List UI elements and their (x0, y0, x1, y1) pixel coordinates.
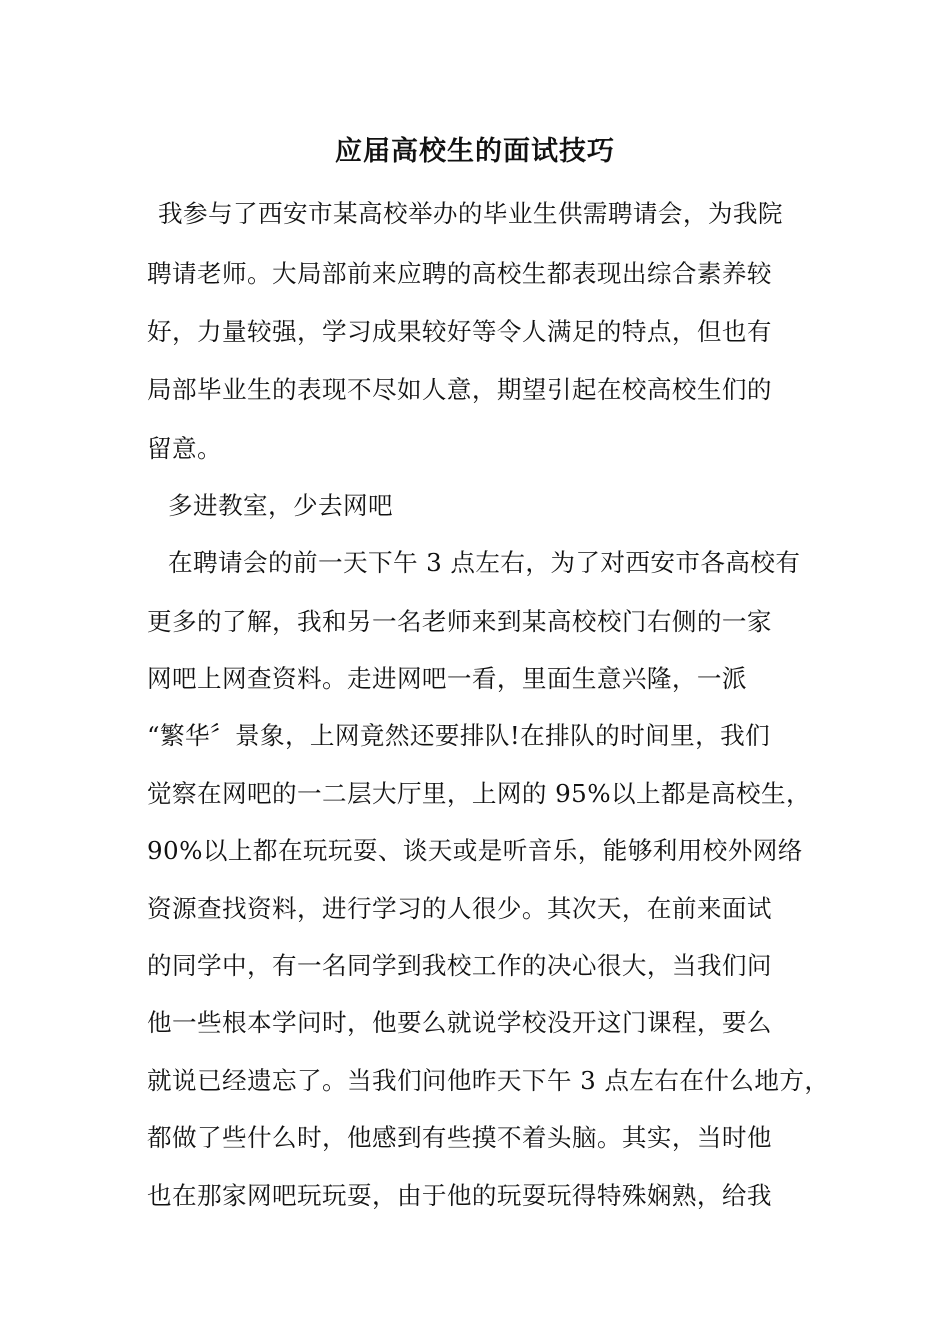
paragraph-line: 的同学中，有一名同学到我校工作的决心很大，当我们问 (147, 951, 772, 980)
paragraph-line: “繁华〞景象，上网竟然还要排队!在排队的时间里，我们 (147, 721, 771, 750)
paragraph-line: 好，力量较强，学习成果较好等令人满足的特点，但也有 (147, 317, 772, 346)
paragraph-line: 他一些根本学问时，他要么就说学校没开这门课程，要么 (147, 1008, 772, 1037)
paragraph-line: 聘请老师。大局部前来应聘的高校生都表现出综合素养较 (147, 259, 772, 288)
paragraph-line: 我参与了西安市某高校举办的毕业生供需聘请会，为我院 (158, 199, 783, 228)
paragraph-line: 就说已经遗忘了。当我们问他昨天下午 3 点左右在什么地方， (147, 1066, 830, 1095)
paragraph-line: 也在那家网吧玩玩耍，由于他的玩耍玩得特殊娴熟，给我 (147, 1181, 772, 1210)
paragraph-line: 90%以上都在玩玩耍、谈天或是听音乐，能够利用校外网络 (147, 836, 803, 865)
paragraph-line: 觉察在网吧的一二层大厅里，上网的 95%以上都是高校生， (147, 779, 811, 808)
paragraph-line: 都做了些什么时，他感到有些摸不着头脑。其实，当时他 (147, 1123, 772, 1152)
paragraph-line: 更多的了解，我和另一名老师来到某高校校门右侧的一家 (147, 607, 772, 636)
paragraph-line: 局部毕业生的表现不尽如人意，期望引起在校高校生们的 (147, 375, 772, 404)
section-heading: 多进教室，少去网吧 (168, 491, 393, 520)
document-title: 应届高校生的面试技巧 (335, 136, 615, 167)
paragraph-line: 在聘请会的前一天下午 3 点左右，为了对西安市各高校有 (168, 548, 801, 577)
paragraph-line: 资源查找资料，进行学习的人很少。其次天，在前来面试 (147, 894, 772, 923)
paragraph-line: 网吧上网查资料。走进网吧一看，里面生意兴隆，一派 (147, 664, 747, 693)
paragraph-line: 留意。 (147, 434, 222, 463)
